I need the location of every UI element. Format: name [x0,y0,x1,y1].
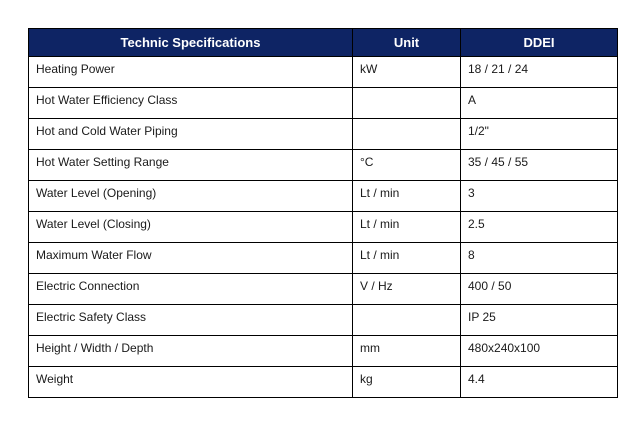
value-cell: 3 [461,181,618,212]
unit-cell: mm [353,336,461,367]
value-cell: 480x240x100 [461,336,618,367]
spec-cell: Electric Connection [29,274,353,305]
spec-cell: Height / Width / Depth [29,336,353,367]
value-cell: 2.5 [461,212,618,243]
unit-cell: V / Hz [353,274,461,305]
table-body [29,57,618,398]
table-row [29,212,618,243]
value-cell: IP 25 [461,305,618,336]
table-row [29,88,618,119]
unit-cell: °C [353,150,461,181]
table-row [29,57,618,88]
table-row [29,150,618,181]
spec-cell: Electric Safety Class [29,305,353,336]
unit-cell: Lt / min [353,181,461,212]
unit-cell [353,305,461,336]
table-row [29,274,618,305]
column-header-ddei: DDEI [461,29,618,57]
value-cell: 8 [461,243,618,274]
header-row [29,29,618,57]
unit-cell [353,119,461,150]
unit-cell: Lt / min [353,212,461,243]
spec-cell: Maximum Water Flow [29,243,353,274]
spec-cell: Water Level (Closing) [29,212,353,243]
spec-cell: Heating Power [29,57,353,88]
spec-cell: Water Level (Opening) [29,181,353,212]
spec-cell: Hot Water Efficiency Class [29,88,353,119]
table-row [29,367,618,398]
value-cell: 4.4 [461,367,618,398]
technic-specifications-table [28,28,618,398]
unit-cell: Lt / min [353,243,461,274]
table-row [29,336,618,367]
unit-cell: kW [353,57,461,88]
unit-cell [353,88,461,119]
table-row [29,119,618,150]
column-header-technic-specifications: Technic Specifications [29,29,353,57]
table-row [29,181,618,212]
spec-cell: Hot and Cold Water Piping [29,119,353,150]
spec-cell: Hot Water Setting Range [29,150,353,181]
table-row [29,305,618,336]
value-cell: 35 / 45 / 55 [461,150,618,181]
value-cell: 400 / 50 [461,274,618,305]
table-header [29,29,618,57]
value-cell: A [461,88,618,119]
value-cell: 18 / 21 / 24 [461,57,618,88]
column-header-unit: Unit [353,29,461,57]
unit-cell: kg [353,367,461,398]
spec-cell: Weight [29,367,353,398]
table-row [29,243,618,274]
value-cell: 1/2" [461,119,618,150]
